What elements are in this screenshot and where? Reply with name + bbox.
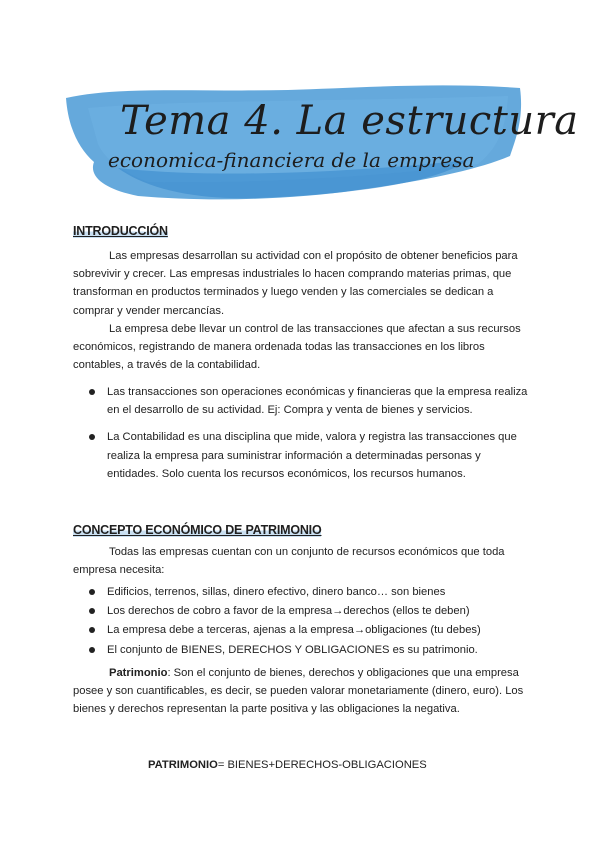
intro-paragraph-2: La empresa debe llevar un control de las transacciones que afectan a sus recursos económicos, registrando de manera ordenada todas las transacciones en los libros contables, a través de la contabilidad. [73, 323, 521, 372]
list-item: Las transacciones son operaciones económicas y financieras que la empresa realiza en el desarrollo de su actividad. Ej: Compra y venta de bienes y servicios. [73, 383, 528, 419]
patrimonio-bullet-list [73, 583, 528, 659]
list-item: La Contabilidad es una disciplina que mide, valora y registra las transacciones que realiza la empresa para suministrar información a determinadas personas y entidades. Solo cuenta los recursos económicos, los recursos humanos. [73, 428, 528, 483]
section-heading-introduccion: INTRODUCCIÓN [73, 224, 168, 238]
formula-text: = BIENES+DERECHOS-OBLIGACIONES [217, 759, 427, 771]
formula-term: PATRIMONIO [148, 759, 218, 771]
patrimonio-formula [148, 759, 427, 771]
section-heading-patrimonio: CONCEPTO ECONÓMICO DE PATRIMONIO [73, 523, 322, 537]
intro-bullet-list [73, 383, 528, 483]
page-title: Tema 4. La estructura [120, 98, 579, 144]
patrimonio-paragraph-1: Todas las empresas cuentan con un conjunto de recursos económicos que toda empresa necesita: [73, 546, 505, 577]
list-item: Edificios, terrenos, sillas, dinero efectivo, dinero banco… son bienes [73, 583, 528, 601]
list-item: El conjunto de BIENES, DERECHOS Y OBLIGACIONES es su patrimonio. [73, 641, 528, 659]
page-subtitle: economica-financiera de la empresa [108, 148, 475, 172]
definition-text: : Son el conjunto de bienes, derechos y obligaciones que una empresa posee y son cuantificables, es decir, se pueden valorar monetariamente (dinero, euro). Los bienes y derechos representan la parte positiva y las obligaciones la negativa. [73, 667, 524, 716]
definition-term: Patrimonio [109, 667, 168, 679]
list-item: Los derechos de cobro a favor de la empresa→derechos (ellos te deben) [73, 602, 528, 620]
patrimonio-definition [73, 664, 528, 719]
intro-paragraph-1: Las empresas desarrollan su actividad con el propósito de obtener beneficios para sobrevivir y crecer. Las empresas industriales lo hacen comprando materias primas, que transforman en productos terminados y luego venden y las comerciales se dedican a comprar y vender mercancías. [73, 250, 518, 317]
list-item: La empresa debe a terceras, ajenas a la empresa→obligaciones (tu debes) [73, 621, 528, 639]
